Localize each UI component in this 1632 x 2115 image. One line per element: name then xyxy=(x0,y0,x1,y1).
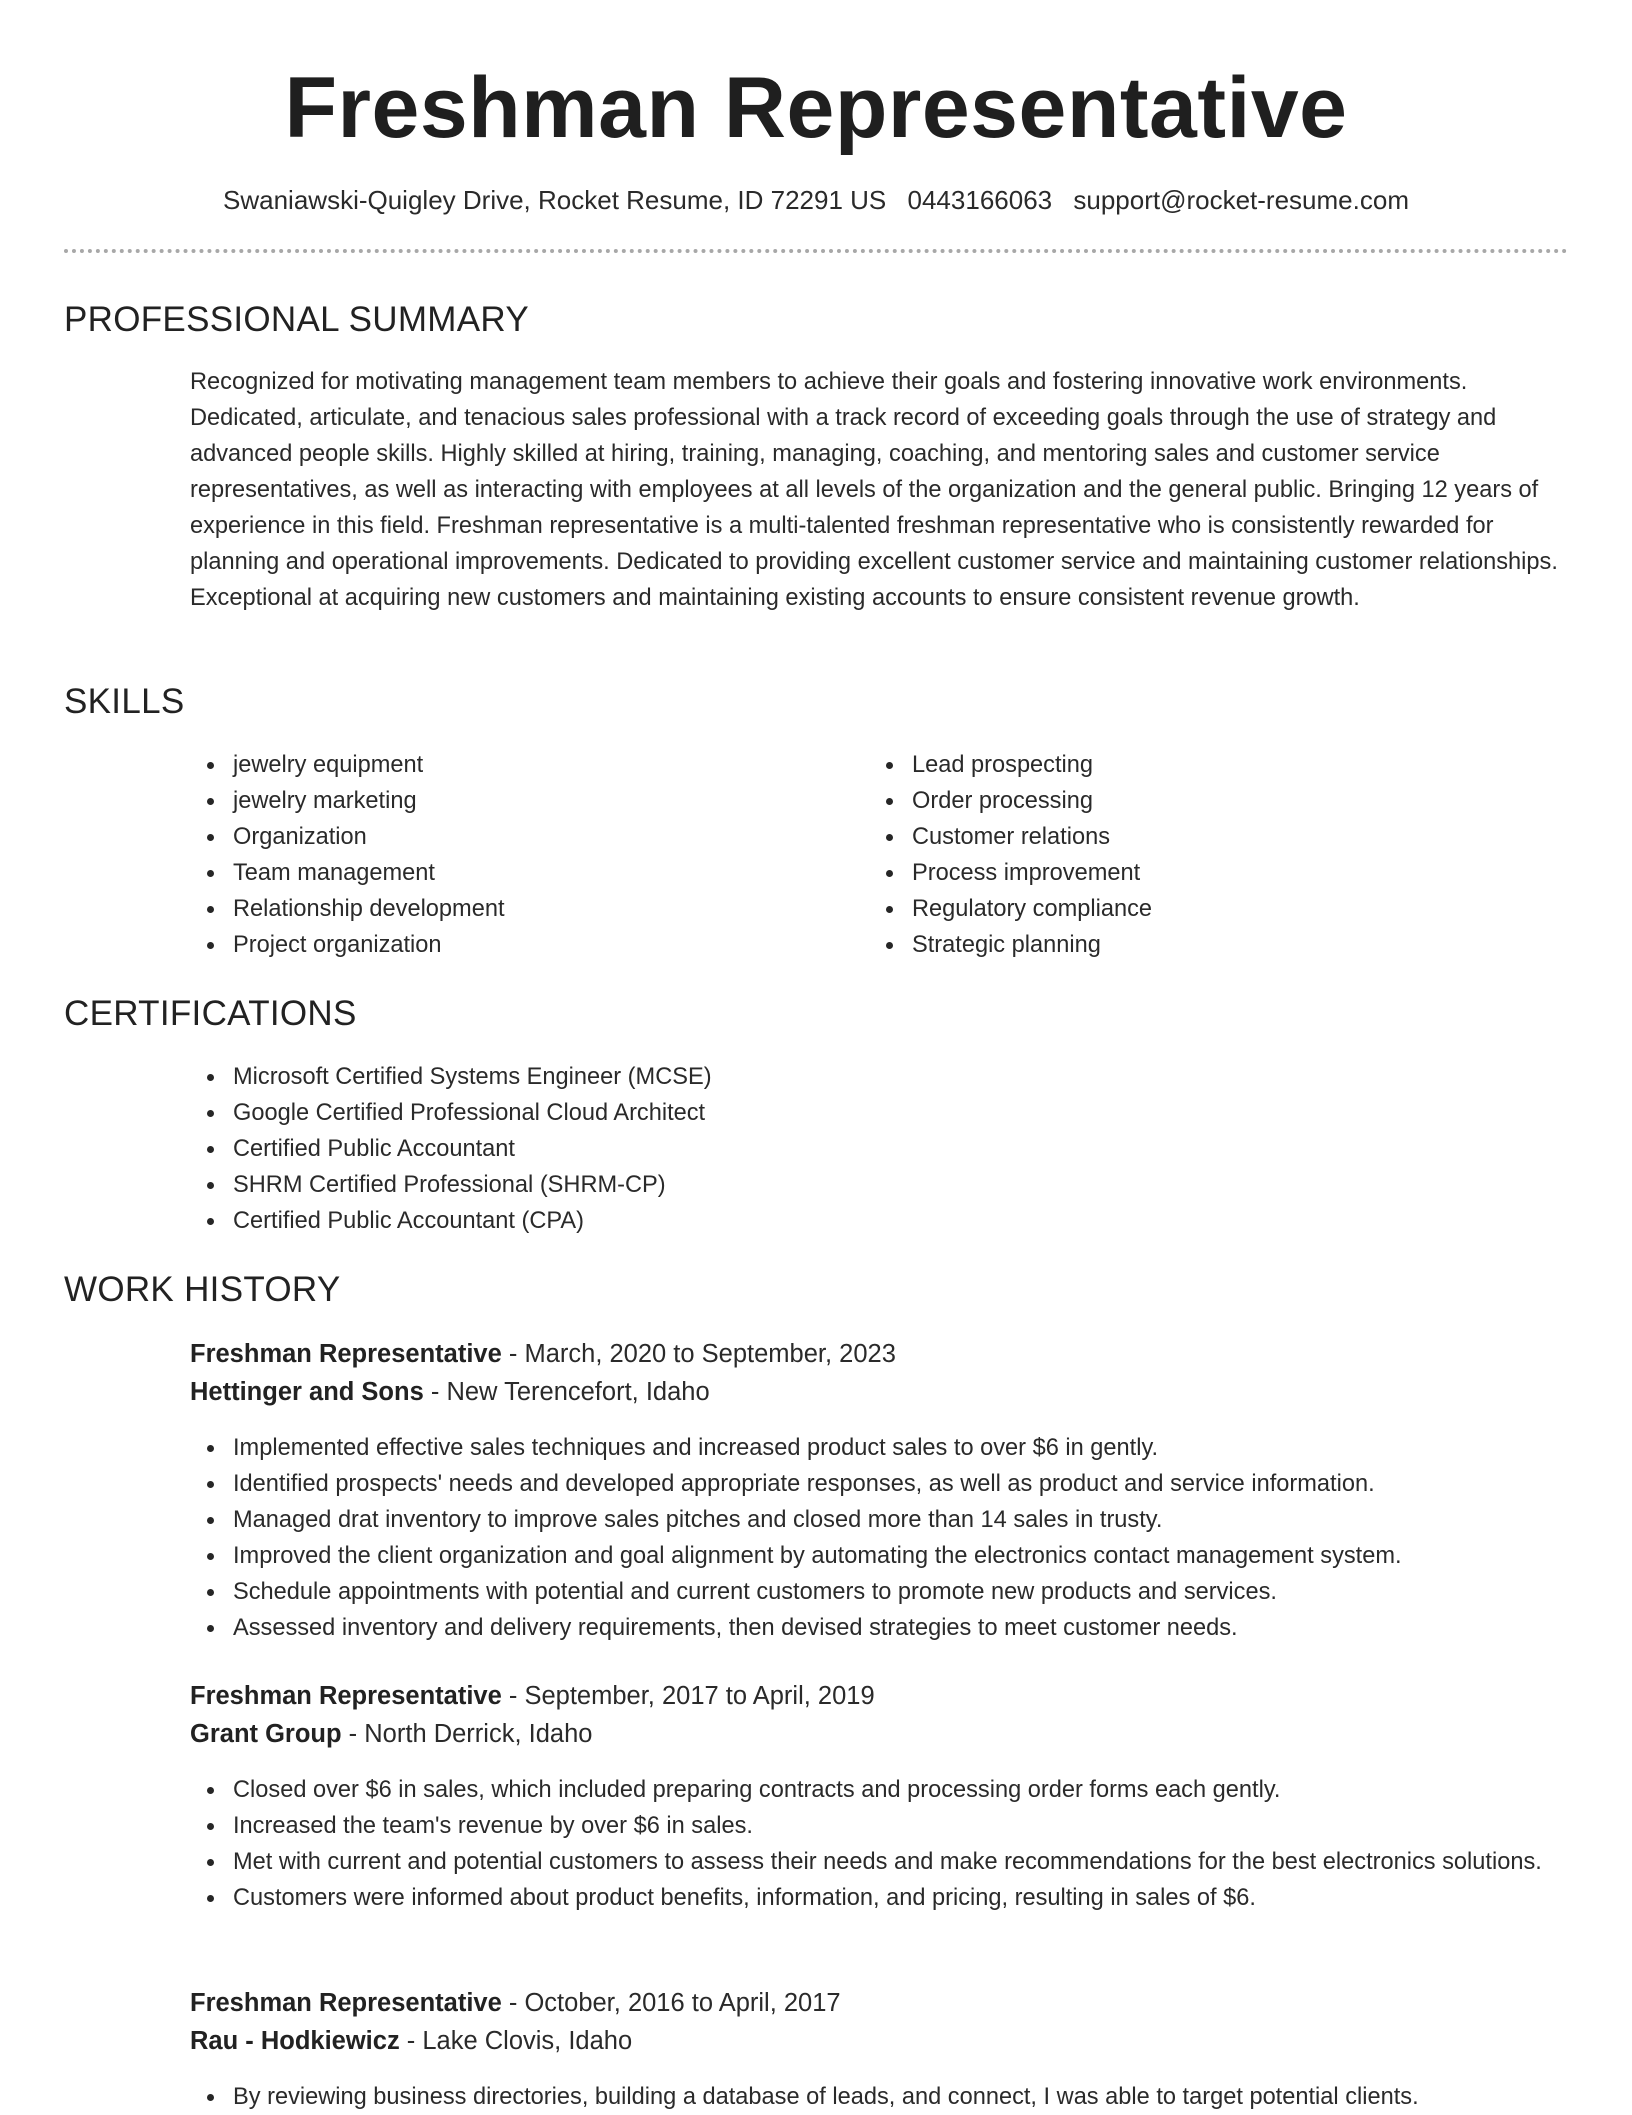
certifications-list xyxy=(190,1059,1490,1239)
job-location: North Derrick, Idaho xyxy=(364,1720,593,1748)
contact-address: Swaniawski-Quigley Drive, Rocket Resume, ID 72291 US xyxy=(223,185,887,215)
job-bullet: Increased the team's revenue by over $6 in sales. xyxy=(190,1808,1570,1844)
job-location: New Terencefort, Idaho xyxy=(446,1378,710,1406)
job-company: Rau - Hodkiewicz xyxy=(190,2027,400,2055)
job-title-line: Freshman Representative - March, 2020 to September, 2023 xyxy=(190,1340,896,1368)
skills-heading: SKILLS xyxy=(64,682,185,721)
skill-item: jewelry equipment xyxy=(190,747,810,783)
skill-item: Project organization xyxy=(190,927,810,963)
job-bullet: By reviewing business directories, building a database of leads, and connect, I was able to target potential clients. xyxy=(190,2079,1590,2115)
summary-heading: PROFESSIONAL SUMMARY xyxy=(64,300,529,339)
job-role: Freshman Representative xyxy=(190,1340,502,1368)
resume-name: Freshman Representative xyxy=(284,60,1348,156)
job-dates: October, 2016 to April, 2017 xyxy=(524,1989,841,2017)
job-dates: September, 2017 to April, 2019 xyxy=(524,1682,875,1710)
job-bullets xyxy=(190,2079,1590,2115)
job-bullet: Customers were informed about product benefits, information, and pricing, resulting in sales of $6. xyxy=(190,1880,1570,1916)
contact-email: support@rocket-resume.com xyxy=(1073,185,1409,215)
contact-line xyxy=(0,180,1632,220)
job-company-line: Grant Group - North Derrick, Idaho xyxy=(190,1720,593,1748)
certification-item: Microsoft Certified Systems Engineer (MCSE) xyxy=(190,1059,1490,1095)
skill-item: Order processing xyxy=(869,783,1489,819)
skill-item: Organization xyxy=(190,819,810,855)
job-bullet: Closed over $6 in sales, which included preparing contracts and processing order forms each gently. xyxy=(190,1772,1570,1808)
skill-item: Customer relations xyxy=(869,819,1489,855)
job-title-line: Freshman Representative - October, 2016 to April, 2017 xyxy=(190,1989,841,2017)
job-bullet: Assessed inventory and delivery requirements, then devised strategies to meet customer needs. xyxy=(190,1610,1590,1646)
job-bullet: Improved the client organization and goal alignment by automating the electronics contact management system. xyxy=(190,1538,1590,1574)
job-company-line: Hettinger and Sons - New Terencefort, Idaho xyxy=(190,1378,710,1406)
certification-item: SHRM Certified Professional (SHRM-CP) xyxy=(190,1167,1490,1203)
job-dates: March, 2020 to September, 2023 xyxy=(524,1340,896,1368)
skill-item: Process improvement xyxy=(869,855,1489,891)
skills-list-right xyxy=(869,747,1489,963)
skills-list-left xyxy=(190,747,810,963)
job-bullet: Managed drat inventory to improve sales pitches and closed more than 14 sales in trusty. xyxy=(190,1502,1590,1538)
skill-item: Regulatory compliance xyxy=(869,891,1489,927)
job-company: Grant Group xyxy=(190,1720,342,1748)
job-location: Lake Clovis, Idaho xyxy=(422,2027,633,2055)
contact-phone: 0443166063 xyxy=(907,185,1053,215)
skill-item: Relationship development xyxy=(190,891,810,927)
skill-item: Strategic planning xyxy=(869,927,1489,963)
skill-item: Team management xyxy=(190,855,810,891)
summary-text: Recognized for motivating management team members to achieve their goals and fostering innovative work environments. Dedicated, articulate, and tenacious sales professional with a track record of exceeding goals through the use of strategy and advanced people skills. Highly skilled at hiring, training, managing, coaching, and mentoring sales and customer service representatives, as well as interacting with employees at all levels of the organization and the general public. Bringing 12 years of experience in this field. Freshman representative is a multi-talented freshman representative who is consistently rewarded for planning and operational improvements. Dedicated to providing excellent customer service and maintaining customer relationships. Exceptional at acquiring new customers and maintaining existing accounts to ensure consistent revenue growth. xyxy=(190,369,1558,611)
job-role: Freshman Representative xyxy=(190,1682,502,1710)
certifications-heading: CERTIFICATIONS xyxy=(64,994,357,1033)
skill-item: Lead prospecting xyxy=(869,747,1489,783)
certification-item: Google Certified Professional Cloud Architect xyxy=(190,1095,1490,1131)
job-bullet: Implemented effective sales techniques and increased product sales to over $6 in gently. xyxy=(190,1430,1590,1466)
certification-item: Certified Public Accountant (CPA) xyxy=(190,1203,1490,1239)
work-history-heading: WORK HISTORY xyxy=(64,1270,341,1309)
job-bullets xyxy=(190,1430,1590,1646)
job-bullet: Schedule appointments with potential and current customers to promote new products and services. xyxy=(190,1574,1590,1610)
job-bullet: Identified prospects' needs and developed appropriate responses, as well as product and service information. xyxy=(190,1466,1590,1502)
header-divider xyxy=(64,249,1568,253)
skill-item: jewelry marketing xyxy=(190,783,810,819)
job-title-line: Freshman Representative - September, 2017 to April, 2019 xyxy=(190,1682,875,1710)
job-bullet: Met with current and potential customers to assess their needs and make recommendations for the best electronics solutions. xyxy=(190,1844,1570,1880)
certification-item: Certified Public Accountant xyxy=(190,1131,1490,1167)
job-company-line: Rau - Hodkiewicz - Lake Clovis, Idaho xyxy=(190,2027,633,2055)
job-role: Freshman Representative xyxy=(190,1989,502,2017)
job-company: Hettinger and Sons xyxy=(190,1378,424,1406)
job-bullets xyxy=(190,1772,1570,1916)
